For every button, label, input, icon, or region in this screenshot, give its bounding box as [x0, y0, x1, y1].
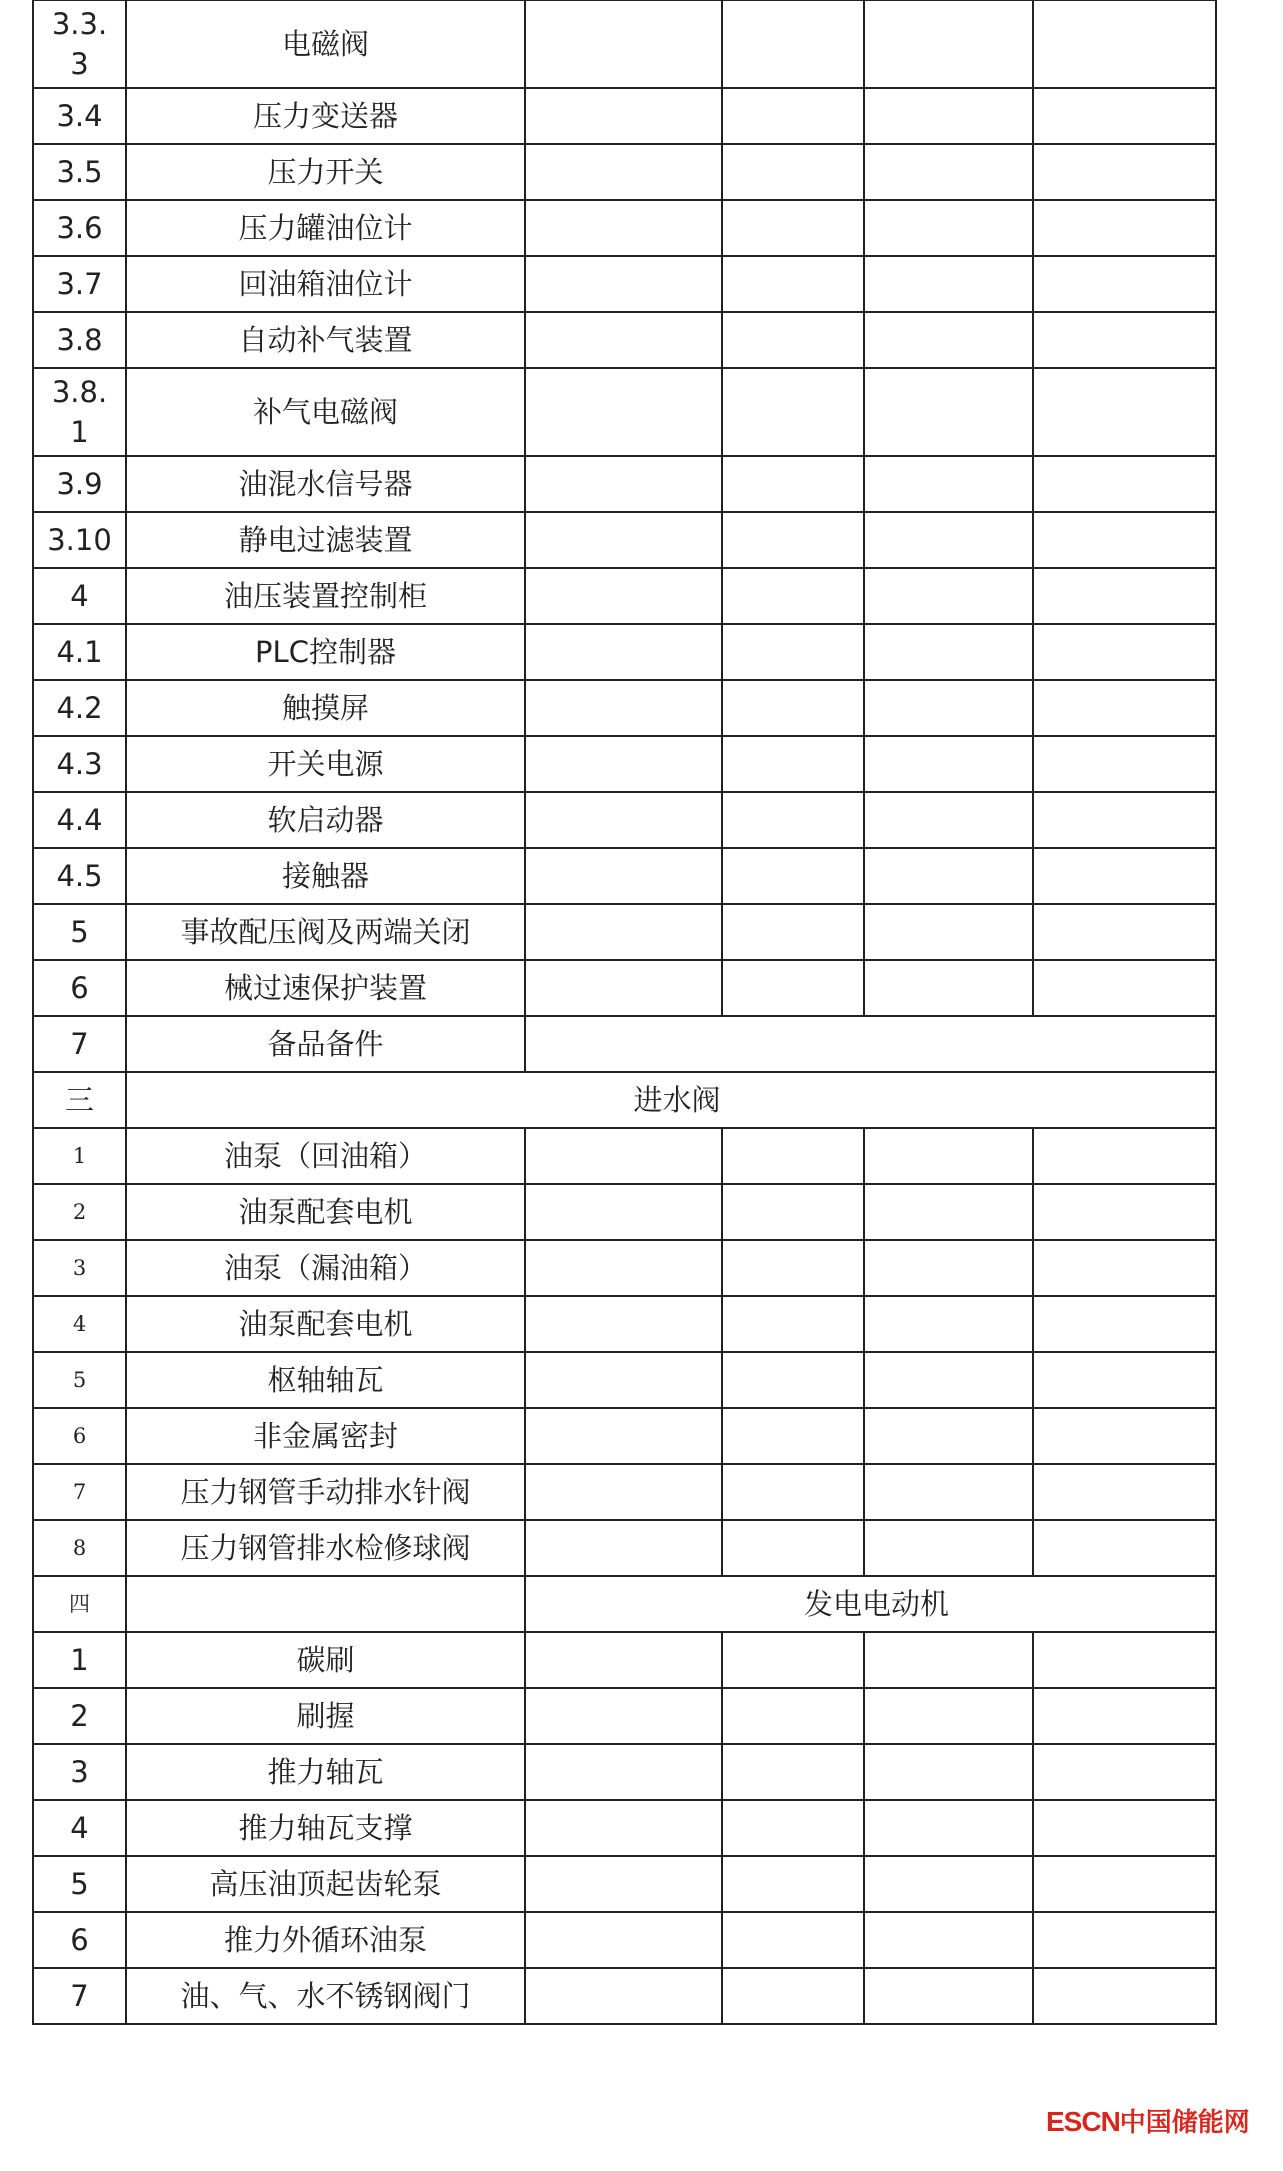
empty-value-cell: [722, 1464, 864, 1520]
empty-value-cell: [1033, 1744, 1216, 1800]
item-name-cell: 压力钢管排水检修球阀: [126, 1520, 525, 1576]
row-number-cell: 3.10: [33, 512, 126, 568]
empty-value-cell: [722, 1128, 864, 1184]
empty-value-cell: [1033, 1800, 1216, 1856]
empty-value-cell: [722, 1912, 864, 1968]
table-row: [33, 1744, 1216, 1800]
empty-value-cell: [722, 1184, 864, 1240]
empty-value-cell: [1033, 1184, 1216, 1240]
row-number-cell: 3.5: [33, 144, 126, 200]
row-number-cell: 7: [33, 1968, 126, 2024]
table-row: [33, 456, 1216, 512]
row-number-cell: 4: [33, 568, 126, 624]
empty-value-cell: [525, 1240, 722, 1296]
table-row: [33, 144, 1216, 200]
row-number-cell: 5: [33, 904, 126, 960]
row-number-cell: 6: [33, 960, 126, 1016]
empty-value-cell: [1033, 312, 1216, 368]
empty-value-cell: [1033, 456, 1216, 512]
table-row: [33, 736, 1216, 792]
section-title-cell: 进水阀: [126, 1072, 1216, 1128]
empty-value-cell: [525, 848, 722, 904]
empty-value-cell: [525, 568, 722, 624]
item-name-cell: 油压装置控制柜: [126, 568, 525, 624]
empty-value-cell: [864, 312, 1033, 368]
empty-value-cell: [525, 1520, 722, 1576]
row-number-cell: 4.4: [33, 792, 126, 848]
table-row: [33, 1520, 1216, 1576]
item-name-cell: 枢轴轴瓦: [126, 1352, 525, 1408]
empty-value-cell: [864, 960, 1033, 1016]
empty-value-cell: [1033, 1240, 1216, 1296]
table-row: [33, 1800, 1216, 1856]
empty-value-cell: [1033, 200, 1216, 256]
item-name-cell: 非金属密封: [126, 1408, 525, 1464]
empty-value-cell: [1033, 256, 1216, 312]
empty-value-cell: [525, 368, 722, 456]
row-number-cell: 4: [33, 1296, 126, 1352]
item-name-cell: 压力变送器: [126, 88, 525, 144]
empty-value-cell: [864, 88, 1033, 144]
table-row: [33, 1352, 1216, 1408]
empty-value-cell: [1033, 624, 1216, 680]
empty-value-cell: [864, 1856, 1033, 1912]
row-number-cell: 1: [33, 1632, 126, 1688]
row-number-cell: 3: [33, 1744, 126, 1800]
empty-value-cell: [525, 1184, 722, 1240]
empty-value-cell: [525, 1856, 722, 1912]
empty-value-cell: [525, 1464, 722, 1520]
empty-value-cell: [525, 1912, 722, 1968]
empty-value-cell: [864, 256, 1033, 312]
table-row: [33, 1408, 1216, 1464]
empty-value-cell: [1033, 1632, 1216, 1688]
table-row: [33, 680, 1216, 736]
item-name-cell: 补气电磁阀: [126, 368, 525, 456]
empty-value-cell: [525, 680, 722, 736]
empty-value-cell: [722, 960, 864, 1016]
empty-value-cell: [722, 904, 864, 960]
empty-value-cell: [525, 1688, 722, 1744]
empty-value-cell: [525, 456, 722, 512]
empty-value-cell: [1033, 1352, 1216, 1408]
row-number-cell: 2: [33, 1688, 126, 1744]
item-name-cell: 压力罐油位计: [126, 200, 525, 256]
table-row: [33, 1464, 1216, 1520]
empty-value-cell: [722, 200, 864, 256]
empty-value-cell: [525, 1744, 722, 1800]
item-name-cell: 压力开关: [126, 144, 525, 200]
item-name-cell: 静电过滤装置: [126, 512, 525, 568]
empty-value-cell: [864, 1240, 1033, 1296]
empty-value-cell: [864, 456, 1033, 512]
empty-value-cell: [1033, 792, 1216, 848]
row-number-cell: 三: [33, 1072, 126, 1128]
item-name-cell: 油泵（回油箱）: [126, 1128, 525, 1184]
empty-value-cell: [525, 512, 722, 568]
empty-value-cell: [525, 904, 722, 960]
item-name-cell: 油泵配套电机: [126, 1296, 525, 1352]
item-name-cell: PLC控制器: [126, 624, 525, 680]
empty-value-cell: [864, 848, 1033, 904]
empty-value-cell: [525, 1408, 722, 1464]
empty-value-cell: [1033, 680, 1216, 736]
table-row: [33, 1968, 1216, 2024]
table-row: [33, 960, 1216, 1016]
row-number-cell: 5: [33, 1352, 126, 1408]
empty-value-cell: [525, 200, 722, 256]
empty-value-cell: [525, 1800, 722, 1856]
empty-value-cell: [864, 1632, 1033, 1688]
empty-value-cell: [525, 792, 722, 848]
empty-value-cell: [1033, 1464, 1216, 1520]
row-number-cell: 6: [33, 1408, 126, 1464]
item-name-cell: 备品备件: [126, 1016, 525, 1072]
item-name-cell: [126, 1576, 525, 1632]
table-row: [33, 88, 1216, 144]
empty-value-cell: [864, 1688, 1033, 1744]
row-number-cell: 3.7: [33, 256, 126, 312]
table-row: [33, 1688, 1216, 1744]
row-number-cell: 7: [33, 1464, 126, 1520]
row-number-cell: 3: [33, 1240, 126, 1296]
table-row: [33, 848, 1216, 904]
row-number-cell: 5: [33, 1856, 126, 1912]
item-name-cell: 油混水信号器: [126, 456, 525, 512]
table-row: [33, 368, 1216, 456]
section-title-cell: 发电电动机: [525, 1576, 1216, 1632]
empty-value-cell: [864, 1520, 1033, 1576]
item-name-cell: 接触器: [126, 848, 525, 904]
empty-value-cell: [1033, 960, 1216, 1016]
empty-value-cell: [722, 144, 864, 200]
empty-value-cell: [525, 0, 722, 88]
empty-value-cell: [1033, 0, 1216, 88]
empty-value-cell: [722, 1240, 864, 1296]
empty-value-cell: [525, 144, 722, 200]
table-row: [33, 1128, 1216, 1184]
empty-value-cell: [1033, 1912, 1216, 1968]
empty-value-cell: [525, 1128, 722, 1184]
empty-value-cell: [722, 456, 864, 512]
empty-value-cell: [722, 1632, 864, 1688]
empty-value-cell: [864, 1128, 1033, 1184]
table-row: [33, 1072, 1216, 1128]
empty-value-cell: [722, 0, 864, 88]
empty-value-cell: [722, 624, 864, 680]
table-row: [33, 512, 1216, 568]
row-number-cell: 4.5: [33, 848, 126, 904]
empty-value-cell: [722, 256, 864, 312]
item-name-cell: 压力钢管手动排水针阀: [126, 1464, 525, 1520]
empty-value-cell: [525, 960, 722, 1016]
empty-value-cell: [722, 1296, 864, 1352]
row-number-cell: 6: [33, 1912, 126, 1968]
empty-value-cell: [1033, 736, 1216, 792]
table-row: [33, 792, 1216, 848]
table-row: [33, 312, 1216, 368]
item-name-cell: 油泵配套电机: [126, 1184, 525, 1240]
empty-value-cell: [864, 1184, 1033, 1240]
empty-value-cell: [722, 1800, 864, 1856]
row-number-cell: 1: [33, 1128, 126, 1184]
table-row: [33, 1632, 1216, 1688]
empty-value-cell: [864, 1296, 1033, 1352]
item-name-cell: 油、气、水不锈钢阀门: [126, 1968, 525, 2024]
table-row: [33, 200, 1216, 256]
item-name-cell: 自动补气装置: [126, 312, 525, 368]
row-number-cell: 3.9: [33, 456, 126, 512]
empty-value-cell: [864, 624, 1033, 680]
row-number-cell: 8: [33, 1520, 126, 1576]
empty-value-cell: [1033, 1296, 1216, 1352]
item-name-cell: 高压油顶起齿轮泵: [126, 1856, 525, 1912]
table-row: [33, 1856, 1216, 1912]
empty-value-cell: [1033, 568, 1216, 624]
item-name-cell: 推力轴瓦支撑: [126, 1800, 525, 1856]
row-number-cell: 3.3. 3: [33, 0, 126, 88]
item-name-cell: 电磁阀: [126, 0, 525, 88]
row-number-cell: 3.8. 1: [33, 368, 126, 456]
empty-value-cell: [722, 680, 864, 736]
item-name-cell: 软启动器: [126, 792, 525, 848]
empty-value-cell: [722, 1744, 864, 1800]
empty-value-cell: [1033, 1968, 1216, 2024]
table-row: [33, 1912, 1216, 1968]
empty-value-cell: [864, 0, 1033, 88]
empty-value-cell: [722, 1520, 864, 1576]
item-name-cell: 开关电源: [126, 736, 525, 792]
table-row: [33, 624, 1216, 680]
empty-value-cell: [864, 1800, 1033, 1856]
item-name-cell: 回油箱油位计: [126, 256, 525, 312]
empty-value-cell: [722, 368, 864, 456]
empty-value-cell: [864, 1408, 1033, 1464]
empty-value-cell: [864, 1968, 1033, 2024]
empty-value-cell: [864, 368, 1033, 456]
table-row: [33, 1576, 1216, 1632]
row-number-cell: 7: [33, 1016, 126, 1072]
item-name-cell: 推力外循环油泵: [126, 1912, 525, 1968]
empty-value-cell: [1033, 848, 1216, 904]
empty-value-cell: [864, 512, 1033, 568]
empty-value-cell: [722, 1688, 864, 1744]
empty-value-cell: [722, 1408, 864, 1464]
empty-value-cell: [722, 312, 864, 368]
empty-value-cell: [864, 568, 1033, 624]
empty-value-cell: [864, 200, 1033, 256]
empty-value-cell: [1033, 88, 1216, 144]
empty-value-cell: [1033, 1408, 1216, 1464]
empty-value-cell: [1033, 144, 1216, 200]
row-number-cell: 3.8: [33, 312, 126, 368]
empty-value-cell: [1033, 1856, 1216, 1912]
empty-value-cell: [1033, 1128, 1216, 1184]
item-name-cell: 刷握: [126, 1688, 525, 1744]
empty-value-cell: [864, 792, 1033, 848]
empty-value-cell: [864, 144, 1033, 200]
empty-value-cell: [525, 736, 722, 792]
item-name-cell: 油泵（漏油箱）: [126, 1240, 525, 1296]
empty-value-cell: [1033, 512, 1216, 568]
table-row: [33, 568, 1216, 624]
item-name-cell: 推力轴瓦: [126, 1744, 525, 1800]
row-number-cell: 2: [33, 1184, 126, 1240]
merged-empty-cell: [525, 1016, 1216, 1072]
empty-value-cell: [1033, 368, 1216, 456]
empty-value-cell: [864, 1464, 1033, 1520]
empty-value-cell: [722, 736, 864, 792]
table-row: [33, 256, 1216, 312]
empty-value-cell: [525, 1296, 722, 1352]
empty-value-cell: [525, 312, 722, 368]
empty-value-cell: [525, 88, 722, 144]
table-row: [33, 0, 1216, 88]
empty-value-cell: [722, 792, 864, 848]
empty-value-cell: [722, 1968, 864, 2024]
row-number-cell: 4.3: [33, 736, 126, 792]
row-number-cell: 4.2: [33, 680, 126, 736]
row-number-cell: 四: [33, 1576, 126, 1632]
item-name-cell: 碳刷: [126, 1632, 525, 1688]
empty-value-cell: [864, 736, 1033, 792]
empty-value-cell: [722, 512, 864, 568]
empty-value-cell: [1033, 904, 1216, 960]
item-name-cell: 触摸屏: [126, 680, 525, 736]
empty-value-cell: [525, 256, 722, 312]
table-row: [33, 1240, 1216, 1296]
table-row: [33, 904, 1216, 960]
row-number-cell: 3.4: [33, 88, 126, 144]
empty-value-cell: [722, 568, 864, 624]
empty-value-cell: [722, 1856, 864, 1912]
row-number-cell: 3.6: [33, 200, 126, 256]
item-name-cell: 事故配压阀及两端关闭: [126, 904, 525, 960]
empty-value-cell: [864, 1912, 1033, 1968]
row-number-cell: 4.1: [33, 624, 126, 680]
row-number-cell: 4: [33, 1800, 126, 1856]
empty-value-cell: [525, 1968, 722, 2024]
table-row: [33, 1016, 1216, 1072]
item-name-cell: 械过速保护装置: [126, 960, 525, 1016]
empty-value-cell: [525, 1352, 722, 1408]
empty-value-cell: [864, 680, 1033, 736]
empty-value-cell: [864, 904, 1033, 960]
empty-value-cell: [722, 88, 864, 144]
empty-value-cell: [722, 1352, 864, 1408]
empty-value-cell: [525, 1632, 722, 1688]
empty-value-cell: [1033, 1688, 1216, 1744]
empty-value-cell: [1033, 1520, 1216, 1576]
empty-value-cell: [722, 848, 864, 904]
empty-value-cell: [864, 1744, 1033, 1800]
equipment-spare-parts-table: [32, 0, 1217, 2025]
table-row: [33, 1184, 1216, 1240]
table-row: [33, 1296, 1216, 1352]
empty-value-cell: [864, 1352, 1033, 1408]
escn-watermark-logo: ESCN中国储能网: [1046, 2106, 1250, 2138]
empty-value-cell: [525, 624, 722, 680]
